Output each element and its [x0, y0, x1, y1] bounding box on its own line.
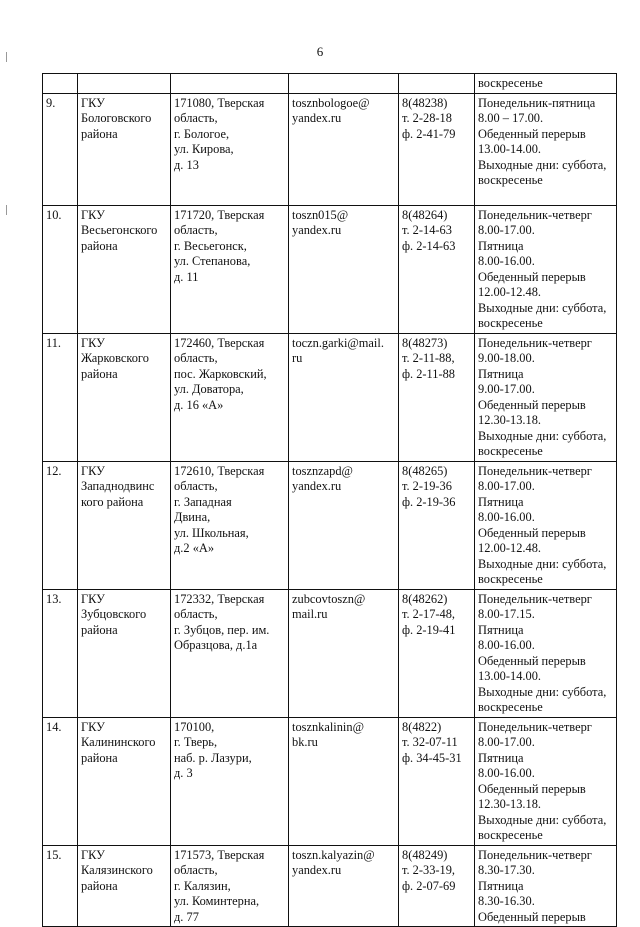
cell-hours: Понедельник-четверг 9.00-18.00. Пятница 9.00-17.00. Обеденный перерыв 12.30-13.18. Выходные дни: суббота, воскресенье — [475, 333, 617, 461]
table-row — [43, 845, 617, 927]
cell-name: ГКУ Калязинского района — [78, 845, 171, 927]
cell-num: 12. — [43, 461, 78, 589]
cell-num — [43, 74, 78, 94]
table-row — [43, 589, 617, 717]
cell-hours: воскресенье — [475, 74, 617, 94]
cell-address: 172610, Тверская область, г. Западная Двина, ул. Школьная, д.2 «А» — [171, 461, 289, 589]
cell-address: 171080, Тверская область, г. Бологое, ул. Кирова, д. 13 — [171, 93, 289, 205]
cell-hours: Понедельник-четверг 8.00-17.00. Пятница 8.00-16.00. Обеденный перерыв 12.00-12.48. Выходные дни: суббота, воскресенье — [475, 205, 617, 333]
offices-table — [42, 73, 617, 927]
table-row — [43, 93, 617, 205]
continuation-row — [43, 74, 617, 94]
cell-phone: 8(48265) т. 2-19-36 ф. 2-19-36 — [399, 461, 475, 589]
offices-table-body — [43, 74, 617, 927]
table-row — [43, 205, 617, 333]
cell-email: toszn015@ yandex.ru — [289, 205, 399, 333]
cell-email: tosznkalinin@ bk.ru — [289, 717, 399, 845]
cell-address: 171573, Тверская область, г. Калязин, ул. Коминтерна, д. 77 — [171, 845, 289, 927]
cell-hours: Понедельник-четверг 8.00-17.15. Пятница 8.00-16.00. Обеденный перерыв 13.00-14.00. Выходные дни: суббота, воскресенье — [475, 589, 617, 717]
cell-name: ГКУ Бологовского района — [78, 93, 171, 205]
cell-address: 172460, Тверская область, пос. Жарковский, ул. Доватора, д. 16 «А» — [171, 333, 289, 461]
cell-email: zubcovtoszn@ mail.ru — [289, 589, 399, 717]
cell-name — [78, 74, 171, 94]
cell-phone: 8(48273) т. 2-11-88, ф. 2-11-88 — [399, 333, 475, 461]
cell-address — [171, 74, 289, 94]
cell-name: ГКУ Калининского района — [78, 717, 171, 845]
cell-phone: 8(48264) т. 2-14-63 ф. 2-14-63 — [399, 205, 475, 333]
table-row — [43, 461, 617, 589]
cell-email: tosznzapd@ yandex.ru — [289, 461, 399, 589]
cell-num: 14. — [43, 717, 78, 845]
cell-phone — [399, 74, 475, 94]
cell-phone: 8(48262) т. 2-17-48, ф. 2-19-41 — [399, 589, 475, 717]
cell-name: ГКУ Жарковского района — [78, 333, 171, 461]
cell-address: 172332, Тверская область, г. Зубцов, пер. им. Образцова, д.1а — [171, 589, 289, 717]
margin-mark — [6, 205, 7, 215]
table-row — [43, 717, 617, 845]
margin-mark — [6, 52, 7, 62]
table-row — [43, 333, 617, 461]
cell-num: 11. — [43, 333, 78, 461]
cell-email — [289, 74, 399, 94]
cell-name: ГКУ Западнодвинс кого района — [78, 461, 171, 589]
cell-name: ГКУ Весьегонского района — [78, 205, 171, 333]
cell-num: 10. — [43, 205, 78, 333]
cell-hours: Понедельник-четверг 8.00-17.00. Пятница 8.00-16.00. Обеденный перерыв 12.00-12.48. Выходные дни: суббота, воскресенье — [475, 461, 617, 589]
cell-phone: 8(4822) т. 32-07-11 ф. 34-45-31 — [399, 717, 475, 845]
cell-email: tosznbologoe@ yandex.ru — [289, 93, 399, 205]
cell-num: 15. — [43, 845, 78, 927]
page-number: 6 — [316, 44, 324, 59]
cell-address: 170100, г. Тверь, наб. р. Лазури, д. 3 — [171, 717, 289, 845]
cell-name: ГКУ Зубцовского района — [78, 589, 171, 717]
cell-email: toczn.garki@mail. ru — [289, 333, 399, 461]
cell-hours: Понедельник-четверг 8.30-17.30. Пятница 8.30-16.30. Обеденный перерыв — [475, 845, 617, 927]
cell-phone: 8(48249) т. 2-33-19, ф. 2-07-69 — [399, 845, 475, 927]
cell-hours: Понедельник-пятница 8.00 – 17.00. Обеденный перерыв 13.00-14.00. Выходные дни: суббота, воскресенье — [475, 93, 617, 205]
cell-email: toszn.kalyazin@ yandex.ru — [289, 845, 399, 927]
cell-hours: Понедельник-четверг 8.00-17.00. Пятница 8.00-16.00. Обеденный перерыв 12.30-13.18. Выходные дни: суббота, воскресенье — [475, 717, 617, 845]
cell-address: 171720, Тверская область, г. Весьегонск, ул. Степанова, д. 11 — [171, 205, 289, 333]
cell-num: 13. — [43, 589, 78, 717]
cell-phone: 8(48238) т. 2-28-18 ф. 2-41-79 — [399, 93, 475, 205]
cell-num: 9. — [43, 93, 78, 205]
